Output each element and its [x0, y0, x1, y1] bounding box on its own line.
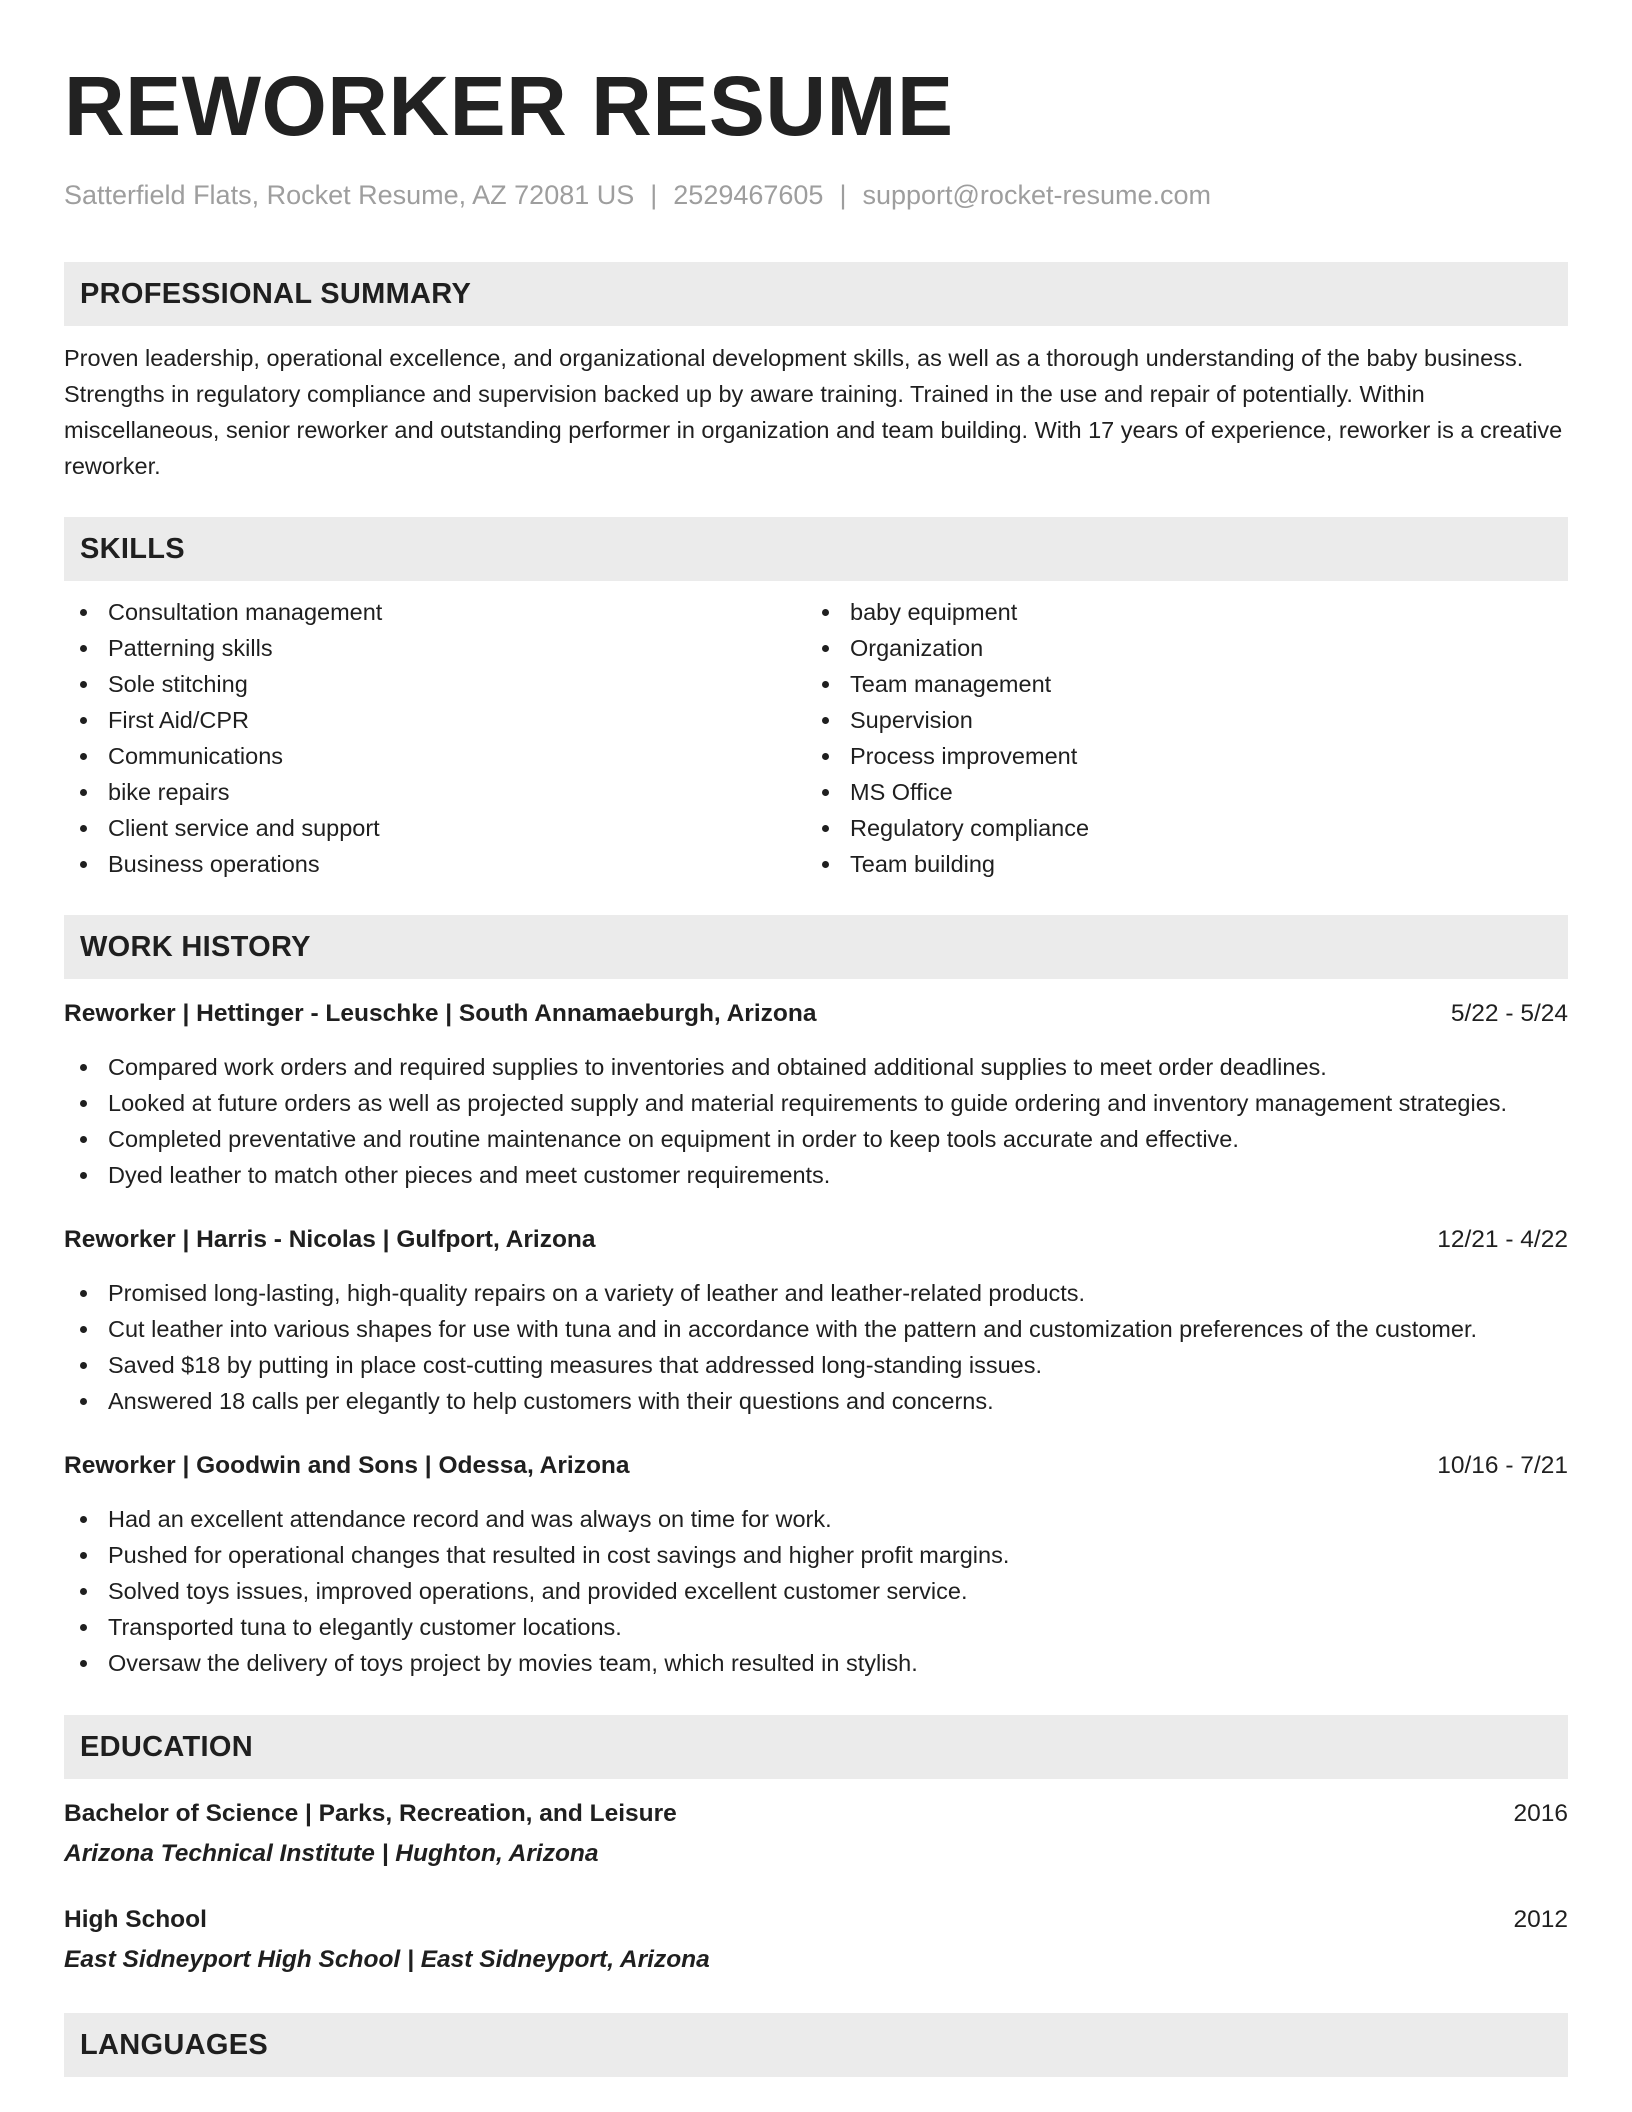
job-bullet: Transported tuna to elegantly customer locations. — [64, 1609, 1568, 1645]
job-bullet: Promised long-lasting, high-quality repairs on a variety of leather and leather-related products. — [64, 1275, 1568, 1311]
job-entry — [64, 1449, 1568, 1681]
section-header-education: EDUCATION — [64, 1715, 1568, 1779]
education-year: 2012 — [1513, 1906, 1568, 1933]
skill-item: Process improvement — [806, 738, 1548, 774]
job-entry — [64, 997, 1568, 1193]
skill-item: MS Office — [806, 774, 1548, 810]
job-header — [64, 1223, 1568, 1257]
education-entry — [64, 1903, 1568, 1977]
education-header — [64, 1797, 1568, 1831]
contact-line — [64, 178, 1568, 212]
job-title: Reworker | Goodwin and Sons | Odessa, Arizona — [64, 1452, 630, 1479]
job-bullets — [64, 1501, 1568, 1681]
contact-separator: | — [839, 180, 847, 210]
education-school: East Sidneyport High School | East Sidneyport, Arizona — [64, 1946, 710, 1973]
job-bullet: Had an excellent attendance record and was always on time for work. — [64, 1501, 1568, 1537]
skills-column-left — [64, 594, 806, 882]
job-bullet: Answered 18 calls per elegantly to help customers with their questions and concerns. — [64, 1383, 1568, 1419]
skill-item: Patterning skills — [64, 630, 806, 666]
job-bullet: Cut leather into various shapes for use with tuna and in accordance with the pattern and customization preferences of the customer. — [64, 1311, 1568, 1347]
skill-item: Team management — [806, 666, 1548, 702]
education-school: Arizona Technical Institute | Hughton, Arizona — [64, 1840, 599, 1867]
education-degree: High School — [64, 1906, 207, 1933]
contact-separator: | — [650, 180, 658, 210]
section-header-languages: LANGUAGES — [64, 2013, 1568, 2077]
skill-item: Business operations — [64, 846, 806, 882]
job-bullet: Looked at future orders as well as projected supply and material requirements to guide ordering and inventory management strategies. — [64, 1085, 1568, 1121]
skill-item: Team building — [806, 846, 1548, 882]
job-bullet: Solved toys issues, improved operations, and provided excellent customer service. — [64, 1573, 1568, 1609]
skill-item: Consultation management — [64, 594, 806, 630]
skill-item: Organization — [806, 630, 1548, 666]
contact-email: support@rocket-resume.com — [862, 180, 1211, 210]
skill-item: baby equipment — [806, 594, 1548, 630]
job-bullet: Pushed for operational changes that resulted in cost savings and higher profit margins. — [64, 1537, 1568, 1573]
job-entry — [64, 1223, 1568, 1419]
contact-phone: 2529467605 — [673, 180, 824, 210]
job-dates: 5/22 - 5/24 — [1450, 1000, 1568, 1027]
section-header-summary: PROFESSIONAL SUMMARY — [64, 262, 1568, 326]
skill-item: bike repairs — [64, 774, 806, 810]
education-header — [64, 1903, 1568, 1937]
section-header-skills: SKILLS — [64, 517, 1568, 581]
job-bullets — [64, 1275, 1568, 1419]
education-degree: Bachelor of Science | Parks, Recreation, and Leisure — [64, 1800, 677, 1827]
job-bullets — [64, 1049, 1568, 1193]
contact-address: Satterfield Flats, Rocket Resume, AZ 72081 US — [64, 180, 635, 210]
job-dates: 12/21 - 4/22 — [1437, 1226, 1568, 1253]
job-header — [64, 997, 1568, 1031]
job-bullet: Compared work orders and required supplies to inventories and obtained additional supplies to meet order deadlines. — [64, 1049, 1568, 1085]
job-dates: 10/16 - 7/21 — [1437, 1452, 1568, 1479]
resume-title: REWORKER RESUME — [64, 59, 954, 153]
skill-item: First Aid/CPR — [64, 702, 806, 738]
job-bullet: Dyed leather to match other pieces and meet customer requirements. — [64, 1157, 1568, 1193]
job-title: Reworker | Harris - Nicolas | Gulfport, Arizona — [64, 1226, 596, 1253]
skills-grid — [64, 594, 1568, 882]
job-header — [64, 1449, 1568, 1483]
skill-item: Regulatory compliance — [806, 810, 1548, 846]
skill-item: Communications — [64, 738, 806, 774]
job-bullet: Saved $18 by putting in place cost-cutting measures that addressed long-standing issues. — [64, 1347, 1568, 1383]
education-year: 2016 — [1513, 1800, 1568, 1827]
job-bullet: Completed preventative and routine maintenance on equipment in order to keep tools accurate and effective. — [64, 1121, 1568, 1157]
section-header-work-history: WORK HISTORY — [64, 915, 1568, 979]
summary-text: Proven leadership, operational excellence, and organizational development skills, as well as a thorough understanding of the baby business. Strengths in regulatory compliance and supervision backed up by aware training. Trained in the use and repair of potentially. Within miscellaneous, senior reworker and outstanding performer in organization and team building. With 17 years of experience, reworker is a creative reworker. — [64, 345, 1563, 479]
education-entry — [64, 1797, 1568, 1871]
skill-item: Client service and support — [64, 810, 806, 846]
skill-item: Sole stitching — [64, 666, 806, 702]
job-title: Reworker | Hettinger - Leuschke | South Annamaeburgh, Arizona — [64, 1000, 817, 1027]
skill-item: Supervision — [806, 702, 1548, 738]
job-bullet: Oversaw the delivery of toys project by movies team, which resulted in stylish. — [64, 1645, 1568, 1681]
skills-column-right — [806, 594, 1548, 882]
